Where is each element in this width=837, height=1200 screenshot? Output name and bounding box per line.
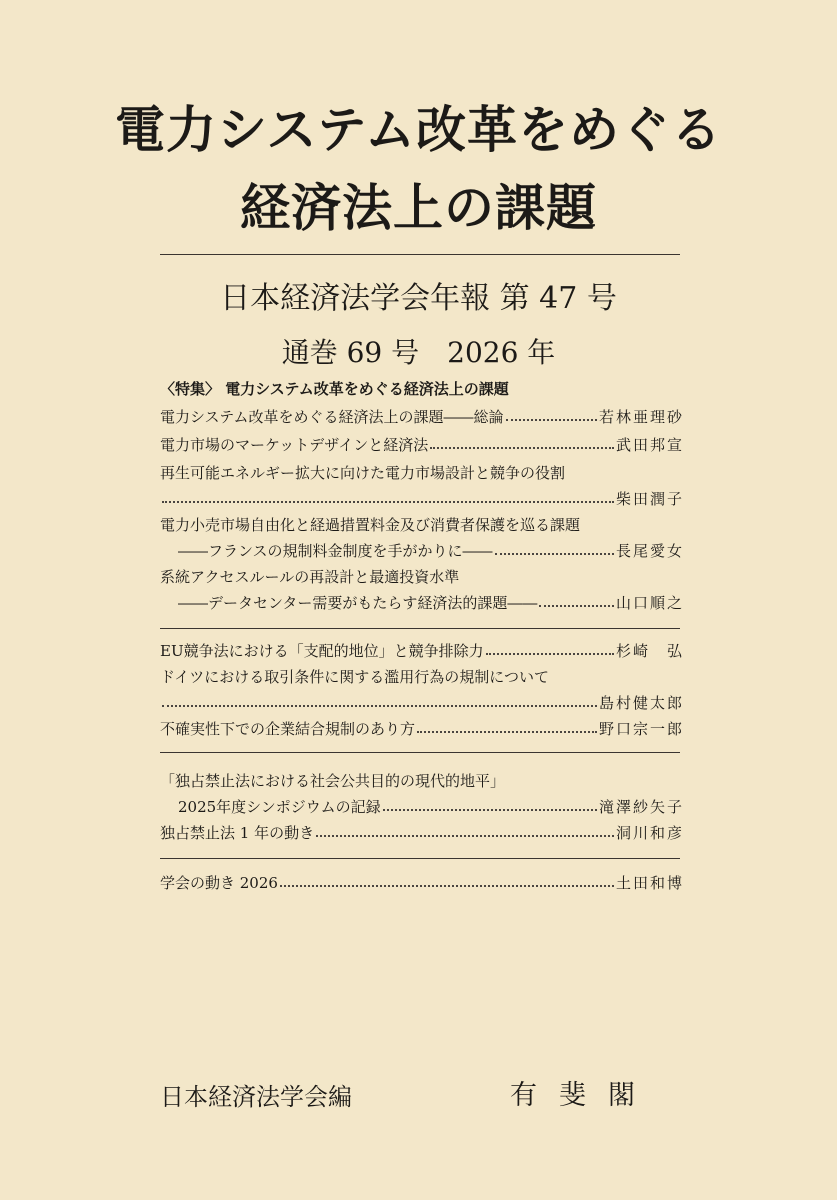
toc-entry-title: 「独占禁止法における社会公共目的の現代的地平」 xyxy=(160,772,506,790)
toc-entry-author: 野口宗一郎 xyxy=(598,720,684,738)
title-divider xyxy=(160,254,680,255)
leader-dots xyxy=(162,501,614,503)
leader-dots xyxy=(316,835,614,837)
toc-entry-author: 若林亜理砂 xyxy=(598,408,684,426)
section-divider xyxy=(160,628,680,629)
publisher-name: 有斐閣 xyxy=(510,1080,657,1111)
toc-entry xyxy=(160,540,684,562)
leader-dots xyxy=(486,653,614,655)
leader-dots xyxy=(539,605,614,607)
toc-entry-author: 島村健太郎 xyxy=(598,694,684,712)
toc-entry-subtitle: ――データセンター需要がもたらす経済法的課題―― xyxy=(178,594,538,612)
toc-entry-author: 杉崎 弘 xyxy=(615,642,684,660)
leader-dots xyxy=(383,809,597,811)
toc-entry-title: 2025年度シンポジウムの記録 xyxy=(178,798,381,816)
toc-entry xyxy=(160,488,684,510)
leader-dots xyxy=(506,419,597,421)
toc-entry xyxy=(160,592,684,614)
toc-entry xyxy=(160,796,684,818)
toc-entry xyxy=(160,692,684,714)
book-title-line-1: 電力システム改革をめぐる xyxy=(115,100,722,159)
toc-entry-author: 長尾愛女 xyxy=(615,542,684,560)
toc-entry-title: 電力システム改革をめぐる経済法上の課題――総論 xyxy=(160,408,504,426)
toc-entry-author: 山口順之 xyxy=(615,594,684,612)
toc-entry-title: 学会の動き 2026 xyxy=(160,874,278,892)
leader-dots xyxy=(280,885,614,887)
toc-entry-title: 不確実性下での企業結合規制のあり方 xyxy=(160,720,416,738)
toc-entry xyxy=(160,872,684,894)
editor-credit: 日本経済法学会編 xyxy=(160,1083,352,1111)
journal-volume: 通巻 69 号 2026 年 xyxy=(281,336,556,369)
book-title-line-2: 経済法上の課題 xyxy=(240,178,597,237)
toc-entry-title: EU競争法における「支配的地位」と競争排除力 xyxy=(160,642,484,660)
toc-entry-title: 独占禁止法 1 年の動き xyxy=(160,824,315,842)
toc-entry-author: 滝澤紗矢子 xyxy=(598,798,684,816)
section-divider xyxy=(160,858,680,859)
toc-entry-title: 再生可能エネルギー拡大に向けた電力市場設計と競争の役割 xyxy=(160,464,566,482)
toc-entry xyxy=(160,434,684,456)
leader-dots xyxy=(162,705,597,707)
special-feature-heading: 〈特集〉 電力システム改革をめぐる経済法上の課題 xyxy=(160,380,509,398)
toc-entry-author: 土田和博 xyxy=(615,874,684,892)
toc-entry xyxy=(160,640,684,662)
toc-entry xyxy=(160,822,684,844)
toc-entry xyxy=(160,718,684,740)
section-divider xyxy=(160,752,680,753)
toc-entry-author: 洞川和彦 xyxy=(615,824,684,842)
toc-entry-title: 電力市場のマーケットデザインと経済法 xyxy=(160,436,429,454)
toc-entry-title: 電力小売市場自由化と経過措置料金及び消費者保護を巡る課題 xyxy=(160,516,581,534)
toc-entry-subtitle: ――フランスの規制料金制度を手がかりに―― xyxy=(178,542,493,560)
toc-entry-title: 系統アクセスルールの再設計と最適投資水準 xyxy=(160,568,460,586)
toc-entry-author: 武田邦宣 xyxy=(615,436,684,454)
leader-dots xyxy=(430,447,614,449)
toc-entry-author: 柴田潤子 xyxy=(615,490,684,508)
toc-entry xyxy=(160,406,684,428)
leader-dots xyxy=(417,731,597,733)
toc-entry-title: ドイツにおける取引条件に関する濫用行為の規制について xyxy=(160,668,549,686)
leader-dots xyxy=(495,553,614,555)
journal-name: 日本経済法学会年報 第 47 号 xyxy=(220,281,617,316)
